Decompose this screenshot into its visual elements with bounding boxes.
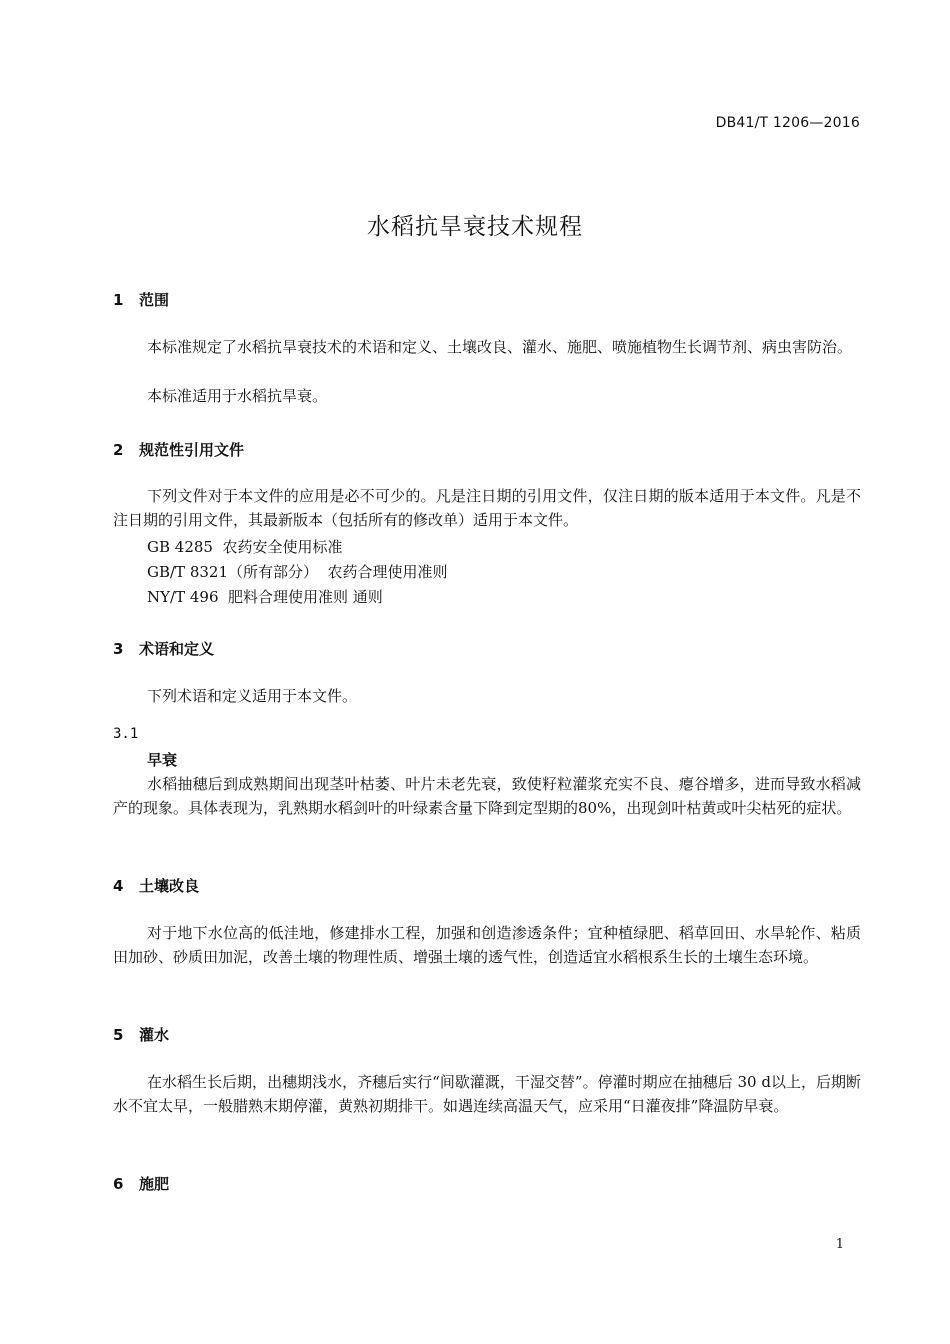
section-heading-terms [113, 638, 214, 659]
term: 早衰 [147, 751, 178, 769]
section-number: 6 [113, 1175, 124, 1193]
reference-item: GB 4285 农药安全使用标准 [147, 538, 343, 556]
page-title: 水稻抗旱衰技术规程 [367, 214, 583, 240]
section-number: 5 [113, 1026, 124, 1044]
reference-item: NY/T 496 肥料合理使用准则 通则 [147, 588, 383, 606]
section-title: 施肥 [139, 1175, 170, 1193]
section-number: 3 [113, 640, 124, 658]
section-heading-fertilization [113, 1173, 169, 1194]
section-heading-scope [113, 289, 169, 310]
section-heading-irrigation [113, 1024, 169, 1045]
section-title: 术语和定义 [139, 640, 215, 658]
paragraph: 下列术语和定义适用于本文件。 [147, 687, 358, 705]
paragraph: 在水稻生长后期，出穗期浅水，齐穗后实行“间歇灌溉，干湿交替”。停灌时期应在抽穗后 30 d以上，后期断水不宜太早，一般腊熟末期停灌，黄熟初期排干。如遇连续高温天气，应采用“日灌夜排”降温防早衰。 [113, 1073, 861, 1115]
section-heading-soil-improvement [113, 875, 199, 896]
paragraph: 本标准适用于水稻抗旱衰。 [147, 387, 328, 405]
section-heading-normative-references [113, 439, 244, 460]
paragraph: 对于地下水位高的低洼地，修建排水工程，加强和创造渗透条件；宜种植绿肥、稻草回田、水旱轮作、粘质田加砂、砂质田加泥，改善土壤的物理性质、增强土壤的透气性，创造适宜水稻根系生长的土壤生态环境。 [113, 924, 861, 966]
document-code: DB41/T 1206—2016 [715, 115, 860, 131]
section-title: 规范性引用文件 [139, 441, 245, 459]
paragraph: 下列文件对于本文件的应用是必不可少的。凡是注日期的引用文件，仅注日期的版本适用于本文件。凡是不注日期的引用文件，其最新版本（包括所有的修改单）适用于本文件。 [113, 487, 861, 529]
section-title: 范围 [139, 291, 170, 309]
section-number: 4 [113, 877, 124, 895]
section-title: 灌水 [139, 1026, 170, 1044]
section-number: 1 [113, 291, 124, 309]
section-title: 土壤改良 [139, 877, 200, 895]
section-number: 2 [113, 441, 124, 459]
page-number: 1 [835, 1237, 844, 1252]
reference-item: GB/T 8321（所有部分） 农药合理使用准则 [147, 563, 448, 581]
clause-number: 3.1 [113, 726, 139, 742]
definition-paragraph: 水稻抽穗后到成熟期间出现茎叶枯萎、叶片未老先衰，致使籽粒灌浆充实不良、瘪谷增多，进而导致水稻减产的现象。具体表现为，乳熟期水稻剑叶的叶绿素含量下降到定型期的80%，出现剑叶枯黄或叶尖枯死的症状。 [113, 775, 861, 817]
paragraph: 本标准规定了水稻抗旱衰技术的术语和定义、土壤改良、灌水、施肥、喷施植物生长调节剂、病虫害防治。 [147, 338, 853, 356]
